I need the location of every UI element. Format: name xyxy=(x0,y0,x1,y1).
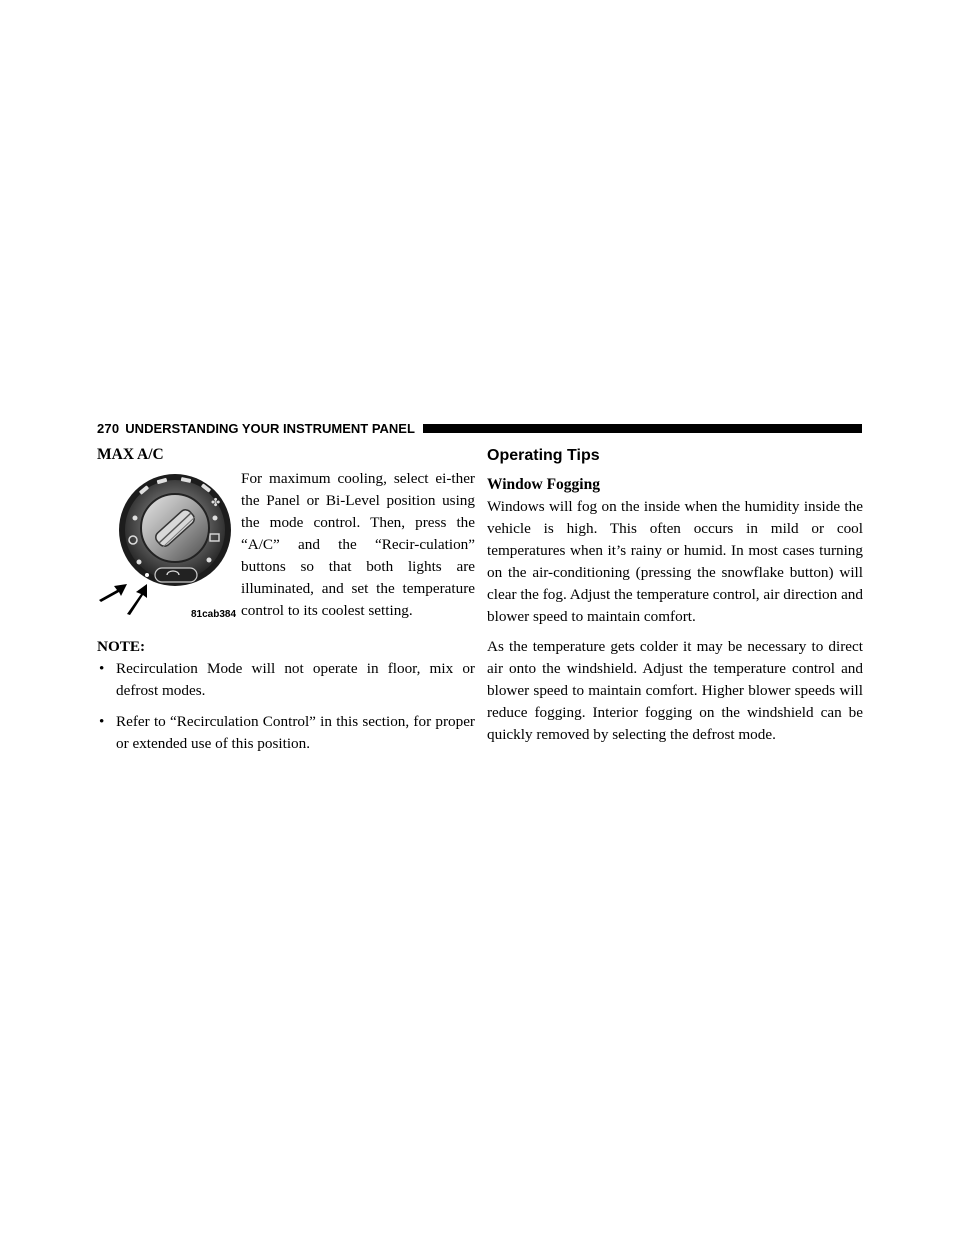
figure-caption: 81cab384 xyxy=(191,609,237,620)
paragraph: Windows will fog on the inside when the humidity inside the vehicle is high. This often occurs in mild or cool temperatures when it’s rainy or humid. In most cases turning on the air-conditioning (pressing the snowflake button) will clear the fog. Adjust the temperature control, air direction and blower speed to maintain comfort. xyxy=(487,498,863,625)
bullet-glyph: • xyxy=(99,660,105,677)
section-heading-max-ac: MAX A/C xyxy=(97,446,164,463)
list-item xyxy=(97,658,475,702)
section-heading-operating-tips: Operating Tips xyxy=(487,447,600,464)
header-rule xyxy=(423,424,862,433)
page-number: 270 xyxy=(97,420,120,436)
right-column xyxy=(487,444,863,754)
list-item-text: Recirculation Mode will not operate in floor, mix or defrost modes. xyxy=(116,660,475,699)
note-heading: NOTE: xyxy=(97,638,146,655)
bullet-glyph: • xyxy=(99,713,105,730)
page-header xyxy=(97,418,862,438)
left-column xyxy=(97,444,475,764)
svg-text:✤: ✤ xyxy=(211,496,221,509)
list-item-text: Refer to “Recirculation Control” in this section, for proper or extended use of this position. xyxy=(116,713,475,752)
header-title: UNDERSTANDING YOUR INSTRUMENT PANEL xyxy=(125,420,415,436)
mode-control-figure xyxy=(97,468,239,618)
figure-block xyxy=(97,468,475,622)
subheading-window-fogging: Window Fogging xyxy=(487,476,600,493)
paragraph: As the temperature gets colder it may be necessary to direct air onto the windshield. Adjust the temperature control and blower speed to maintain comfort. Higher blower speeds will reduce fogging. Interior fogging on the windshield can be quickly removed by selecting the defrost mode. xyxy=(487,638,863,743)
list-item xyxy=(97,711,475,755)
mode-control-knob-illustration xyxy=(97,468,239,618)
max-ac-instructions: For maximum cooling, select ei-ther the Panel or Bi-Level position using the mode control. Then, press the “A/C” and the “Recir-culation” buttons so that both lights are illuminated, and set the temperature control to its coolest setting. xyxy=(241,470,475,619)
note-list xyxy=(97,658,475,755)
